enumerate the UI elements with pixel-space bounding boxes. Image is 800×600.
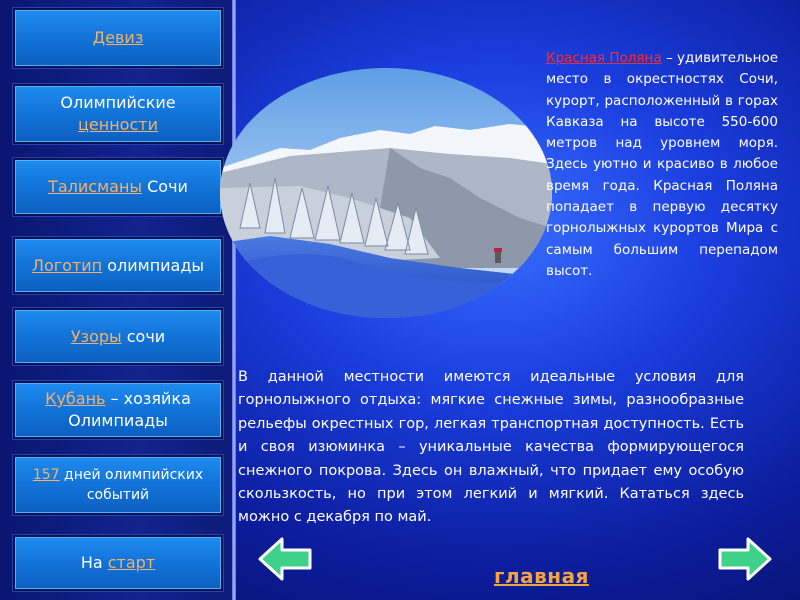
home-link[interactable]: главная	[494, 564, 589, 588]
mountain-photo	[220, 68, 552, 318]
sidebar-divider	[232, 0, 236, 600]
sidebar-item-olympic-values[interactable]	[13, 84, 223, 144]
sidebar-item-label: – хозяйка Олимпиады	[68, 389, 191, 430]
intro-body: – удивительное место в окрестностях Сочи, курорт, расположенный в горах Кавказа на высоте 550-600 метров над уровнем моря. Здесь уютно и красиво в любое время года. Красная Поляна попадает в первую десятку горнолыжных курортов Мира с самым большим перепадом высот.	[546, 50, 779, 279]
sidebar-item-link[interactable]: старт	[107, 553, 156, 572]
sidebar-item-link[interactable]: Девиз	[92, 28, 144, 47]
mountain-illustration	[220, 68, 552, 318]
sidebar-item-label: олимпиады	[102, 255, 205, 275]
sidebar-item-link[interactable]: Логотип	[31, 255, 103, 275]
sidebar-item-motto[interactable]	[13, 8, 223, 68]
intro-highlight-link[interactable]: Красная Поляна	[546, 50, 662, 66]
sidebar-item-patterns[interactable]	[13, 308, 223, 365]
sidebar-item-label: дней олимпийских событий	[59, 467, 204, 503]
sidebar-item-link[interactable]: ценности	[78, 115, 158, 134]
sidebar-item-label: На	[80, 553, 108, 572]
arrow-right-icon[interactable]	[718, 536, 772, 582]
main-description: В данной местности имеются идеальные условия для горнолыжного отдыха: мягкие снежные зимы, разнообразные рельефы окрестных гор, легкая транспортная доступность. Есть и своя изюминка – уникальные качества формирующегося снежного покрова. Здесь он влажный, что придает ему особую скользкость, но при этом легкий и мягкий. Кататься здесь можно с декабря по май.	[238, 369, 744, 526]
sidebar-item-link[interactable]: 157	[32, 467, 60, 483]
sidebar-item-157-days[interactable]	[13, 455, 223, 515]
sidebar-item-label: сочи	[121, 326, 166, 346]
sidebar-item-link[interactable]: Узоры	[70, 326, 122, 346]
sidebar-item-link[interactable]: Кубань	[45, 389, 106, 408]
sidebar-item-label: Олимпийские	[60, 93, 176, 112]
sidebar-item-mascots[interactable]	[13, 158, 223, 216]
sidebar-item-to-start[interactable]	[13, 535, 223, 591]
sidebar-item-link[interactable]: Талисманы	[48, 177, 143, 196]
sidebar-item-logo[interactable]	[13, 237, 223, 294]
sidebar-item-label: Сочи	[142, 177, 188, 196]
sidebar-item-kuban[interactable]	[13, 381, 223, 439]
arrow-left-icon[interactable]	[258, 536, 312, 582]
intro-text	[546, 48, 778, 282]
